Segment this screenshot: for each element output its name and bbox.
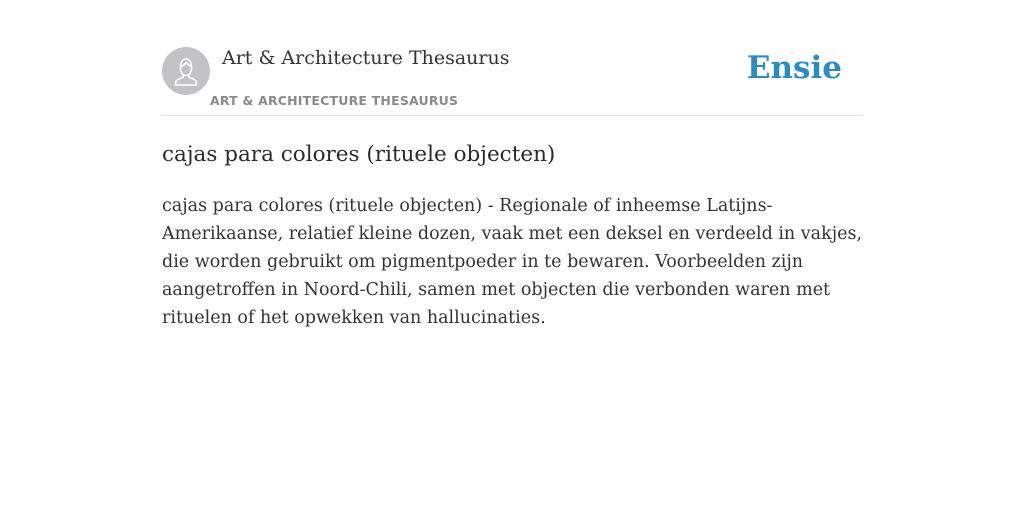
entry-definition xyxy=(162,192,862,332)
brand-logo[interactable]: Ensie xyxy=(746,50,842,86)
definition-line: die worden gebruikt om pigmentpoeder in te bewaren. Voorbeelden zijn xyxy=(162,252,804,272)
entry-header xyxy=(162,46,862,116)
user-silhouette-icon xyxy=(162,47,210,95)
source-label[interactable]: ART & ARCHITECTURE THESAURUS xyxy=(210,93,459,108)
author-avatar[interactable] xyxy=(162,47,210,95)
definition-line: cajas para colores (rituele objecten) - Regionale of inheemse Latijns- xyxy=(162,196,773,216)
definition-line: Amerikaanse, relatief kleine dozen, vaak met een deksel en verdeeld in vakjes, xyxy=(162,224,863,244)
definition-line: aangetroffen in Noord-Chili, samen met objecten die verbonden waren met xyxy=(162,280,831,300)
entry-title: cajas para colores (rituele objecten) xyxy=(162,142,556,167)
definition-line: rituelen of het opwekken van hallucinaties. xyxy=(162,308,546,328)
author-name[interactable]: Art & Architecture Thesaurus xyxy=(222,47,510,69)
header-divider xyxy=(162,115,862,116)
